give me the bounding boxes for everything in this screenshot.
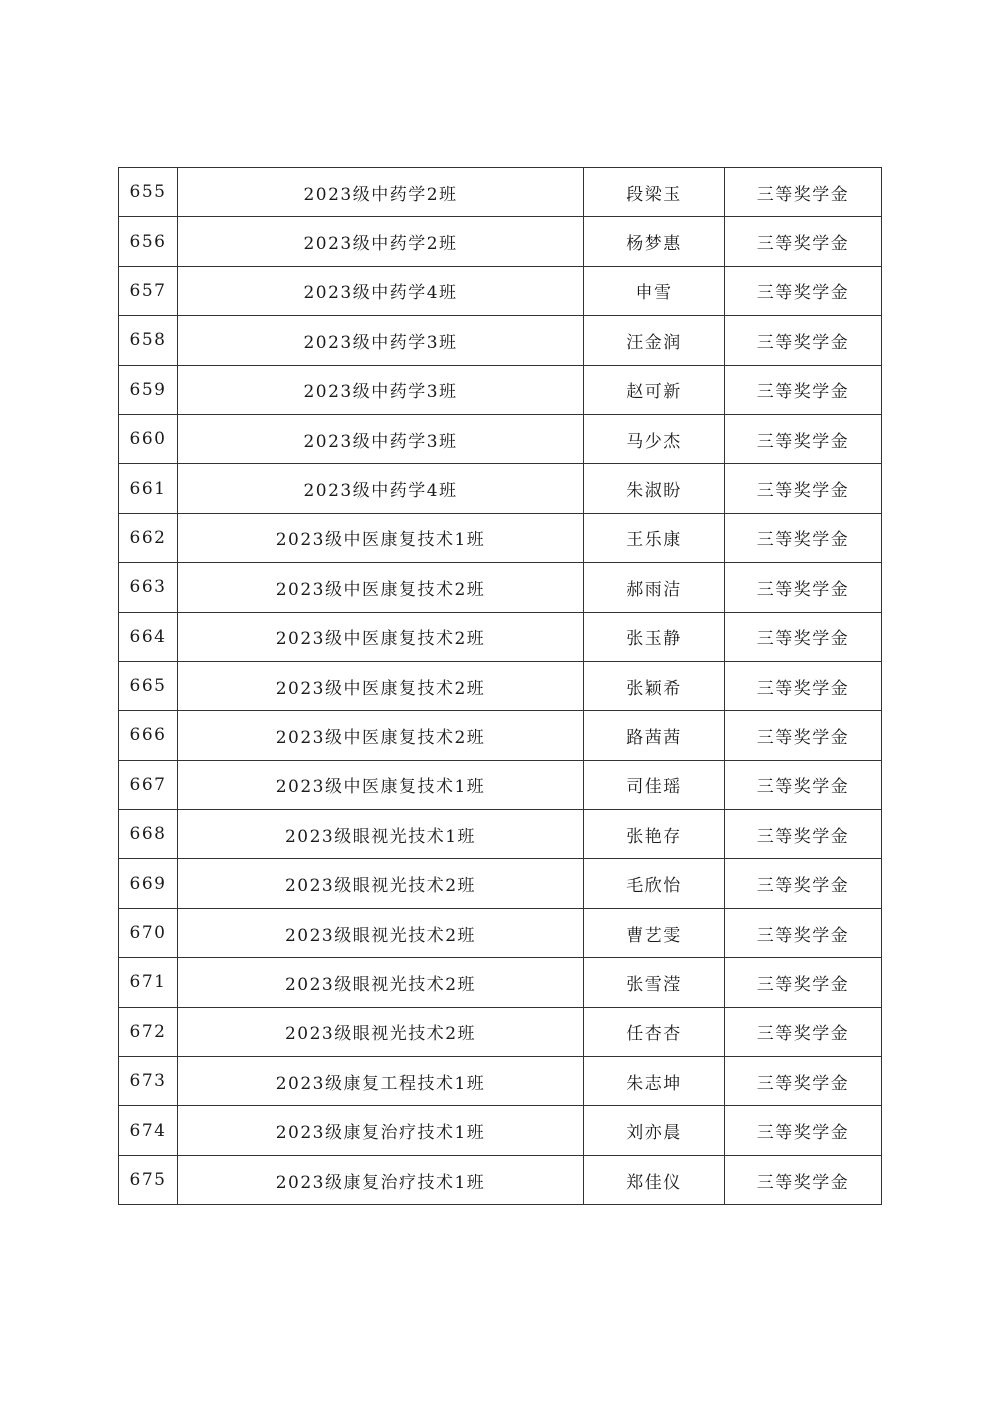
student-name-cell: 朱淑盼 bbox=[584, 464, 725, 513]
table-row bbox=[119, 464, 882, 513]
row-number-cell: 667 bbox=[119, 760, 178, 809]
student-name-cell: 郑佳仪 bbox=[584, 1155, 725, 1204]
table-row bbox=[119, 1057, 882, 1106]
student-name-cell: 张艳存 bbox=[584, 810, 725, 859]
row-number-cell: 666 bbox=[119, 711, 178, 760]
student-name-cell: 王乐康 bbox=[584, 513, 725, 562]
class-cell: 2023级中医康复技术2班 bbox=[178, 711, 584, 760]
class-cell: 2023级康复治疗技术1班 bbox=[178, 1106, 584, 1155]
student-name-cell: 郝雨洁 bbox=[584, 563, 725, 612]
student-name-cell: 申雪 bbox=[584, 266, 725, 315]
row-number-cell: 663 bbox=[119, 563, 178, 612]
table-row bbox=[119, 513, 882, 562]
student-name-cell: 马少杰 bbox=[584, 414, 725, 463]
award-level-cell: 三等奖学金 bbox=[725, 1106, 882, 1155]
row-number-cell: 672 bbox=[119, 1007, 178, 1056]
award-level-cell: 三等奖学金 bbox=[725, 563, 882, 612]
student-name-cell: 朱志坤 bbox=[584, 1057, 725, 1106]
award-level-cell: 三等奖学金 bbox=[725, 1057, 882, 1106]
row-number-cell: 674 bbox=[119, 1106, 178, 1155]
class-cell: 2023级眼视光技术2班 bbox=[178, 908, 584, 957]
row-number-cell: 669 bbox=[119, 859, 178, 908]
class-cell: 2023级中药学2班 bbox=[178, 217, 584, 266]
row-number-cell: 656 bbox=[119, 217, 178, 266]
row-number-cell: 668 bbox=[119, 810, 178, 859]
class-cell: 2023级眼视光技术2班 bbox=[178, 1007, 584, 1056]
student-name-cell: 毛欣怡 bbox=[584, 859, 725, 908]
award-level-cell: 三等奖学金 bbox=[725, 958, 882, 1007]
table-row bbox=[119, 661, 882, 710]
class-cell: 2023级中药学3班 bbox=[178, 316, 584, 365]
award-level-cell: 三等奖学金 bbox=[725, 414, 882, 463]
student-name-cell: 司佳瑶 bbox=[584, 760, 725, 809]
award-level-cell: 三等奖学金 bbox=[725, 266, 882, 315]
scholarship-table-body bbox=[119, 168, 882, 1205]
row-number-cell: 662 bbox=[119, 513, 178, 562]
class-cell: 2023级中医康复技术1班 bbox=[178, 513, 584, 562]
award-level-cell: 三等奖学金 bbox=[725, 464, 882, 513]
table-row bbox=[119, 1155, 882, 1204]
row-number-cell: 675 bbox=[119, 1155, 178, 1204]
table-row bbox=[119, 711, 882, 760]
award-level-cell: 三等奖学金 bbox=[725, 908, 882, 957]
table-row bbox=[119, 266, 882, 315]
student-name-cell: 路茜茜 bbox=[584, 711, 725, 760]
student-name-cell: 任杏杏 bbox=[584, 1007, 725, 1056]
class-cell: 2023级中医康复技术1班 bbox=[178, 760, 584, 809]
award-level-cell: 三等奖学金 bbox=[725, 859, 882, 908]
table-row bbox=[119, 859, 882, 908]
table-row bbox=[119, 1007, 882, 1056]
row-number-cell: 655 bbox=[119, 168, 178, 217]
student-name-cell: 汪金润 bbox=[584, 316, 725, 365]
row-number-cell: 673 bbox=[119, 1057, 178, 1106]
award-level-cell: 三等奖学金 bbox=[725, 1155, 882, 1204]
row-number-cell: 658 bbox=[119, 316, 178, 365]
award-level-cell: 三等奖学金 bbox=[725, 661, 882, 710]
class-cell: 2023级中药学4班 bbox=[178, 266, 584, 315]
class-cell: 2023级中药学2班 bbox=[178, 168, 584, 217]
class-cell: 2023级中药学4班 bbox=[178, 464, 584, 513]
student-name-cell: 杨梦惠 bbox=[584, 217, 725, 266]
table-row bbox=[119, 1106, 882, 1155]
student-name-cell: 赵可新 bbox=[584, 365, 725, 414]
class-cell: 2023级中医康复技术2班 bbox=[178, 661, 584, 710]
award-level-cell: 三等奖学金 bbox=[725, 217, 882, 266]
award-level-cell: 三等奖学金 bbox=[725, 1007, 882, 1056]
student-name-cell: 曹艺雯 bbox=[584, 908, 725, 957]
award-level-cell: 三等奖学金 bbox=[725, 810, 882, 859]
table-row bbox=[119, 563, 882, 612]
table-row bbox=[119, 365, 882, 414]
class-cell: 2023级眼视光技术2班 bbox=[178, 958, 584, 1007]
award-level-cell: 三等奖学金 bbox=[725, 513, 882, 562]
class-cell: 2023级中药学3班 bbox=[178, 414, 584, 463]
student-name-cell: 刘亦晨 bbox=[584, 1106, 725, 1155]
row-number-cell: 659 bbox=[119, 365, 178, 414]
award-level-cell: 三等奖学金 bbox=[725, 612, 882, 661]
row-number-cell: 664 bbox=[119, 612, 178, 661]
award-level-cell: 三等奖学金 bbox=[725, 316, 882, 365]
student-name-cell: 张玉静 bbox=[584, 612, 725, 661]
row-number-cell: 660 bbox=[119, 414, 178, 463]
class-cell: 2023级眼视光技术1班 bbox=[178, 810, 584, 859]
award-level-cell: 三等奖学金 bbox=[725, 168, 882, 217]
row-number-cell: 661 bbox=[119, 464, 178, 513]
row-number-cell: 671 bbox=[119, 958, 178, 1007]
table-row bbox=[119, 414, 882, 463]
student-name-cell: 张雪滢 bbox=[584, 958, 725, 1007]
student-name-cell: 段梁玉 bbox=[584, 168, 725, 217]
table-row bbox=[119, 316, 882, 365]
class-cell: 2023级康复治疗技术1班 bbox=[178, 1155, 584, 1204]
class-cell: 2023级中医康复技术2班 bbox=[178, 612, 584, 661]
row-number-cell: 657 bbox=[119, 266, 178, 315]
table-row bbox=[119, 612, 882, 661]
class-cell: 2023级中药学3班 bbox=[178, 365, 584, 414]
table-row bbox=[119, 760, 882, 809]
class-cell: 2023级康复工程技术1班 bbox=[178, 1057, 584, 1106]
student-name-cell: 张颖希 bbox=[584, 661, 725, 710]
row-number-cell: 665 bbox=[119, 661, 178, 710]
row-number-cell: 670 bbox=[119, 908, 178, 957]
table-row bbox=[119, 908, 882, 957]
table-row bbox=[119, 958, 882, 1007]
scholarship-table bbox=[118, 167, 882, 1205]
award-level-cell: 三等奖学金 bbox=[725, 365, 882, 414]
award-level-cell: 三等奖学金 bbox=[725, 760, 882, 809]
class-cell: 2023级中医康复技术2班 bbox=[178, 563, 584, 612]
table-row bbox=[119, 810, 882, 859]
award-level-cell: 三等奖学金 bbox=[725, 711, 882, 760]
table-row bbox=[119, 168, 882, 217]
table-row bbox=[119, 217, 882, 266]
class-cell: 2023级眼视光技术2班 bbox=[178, 859, 584, 908]
